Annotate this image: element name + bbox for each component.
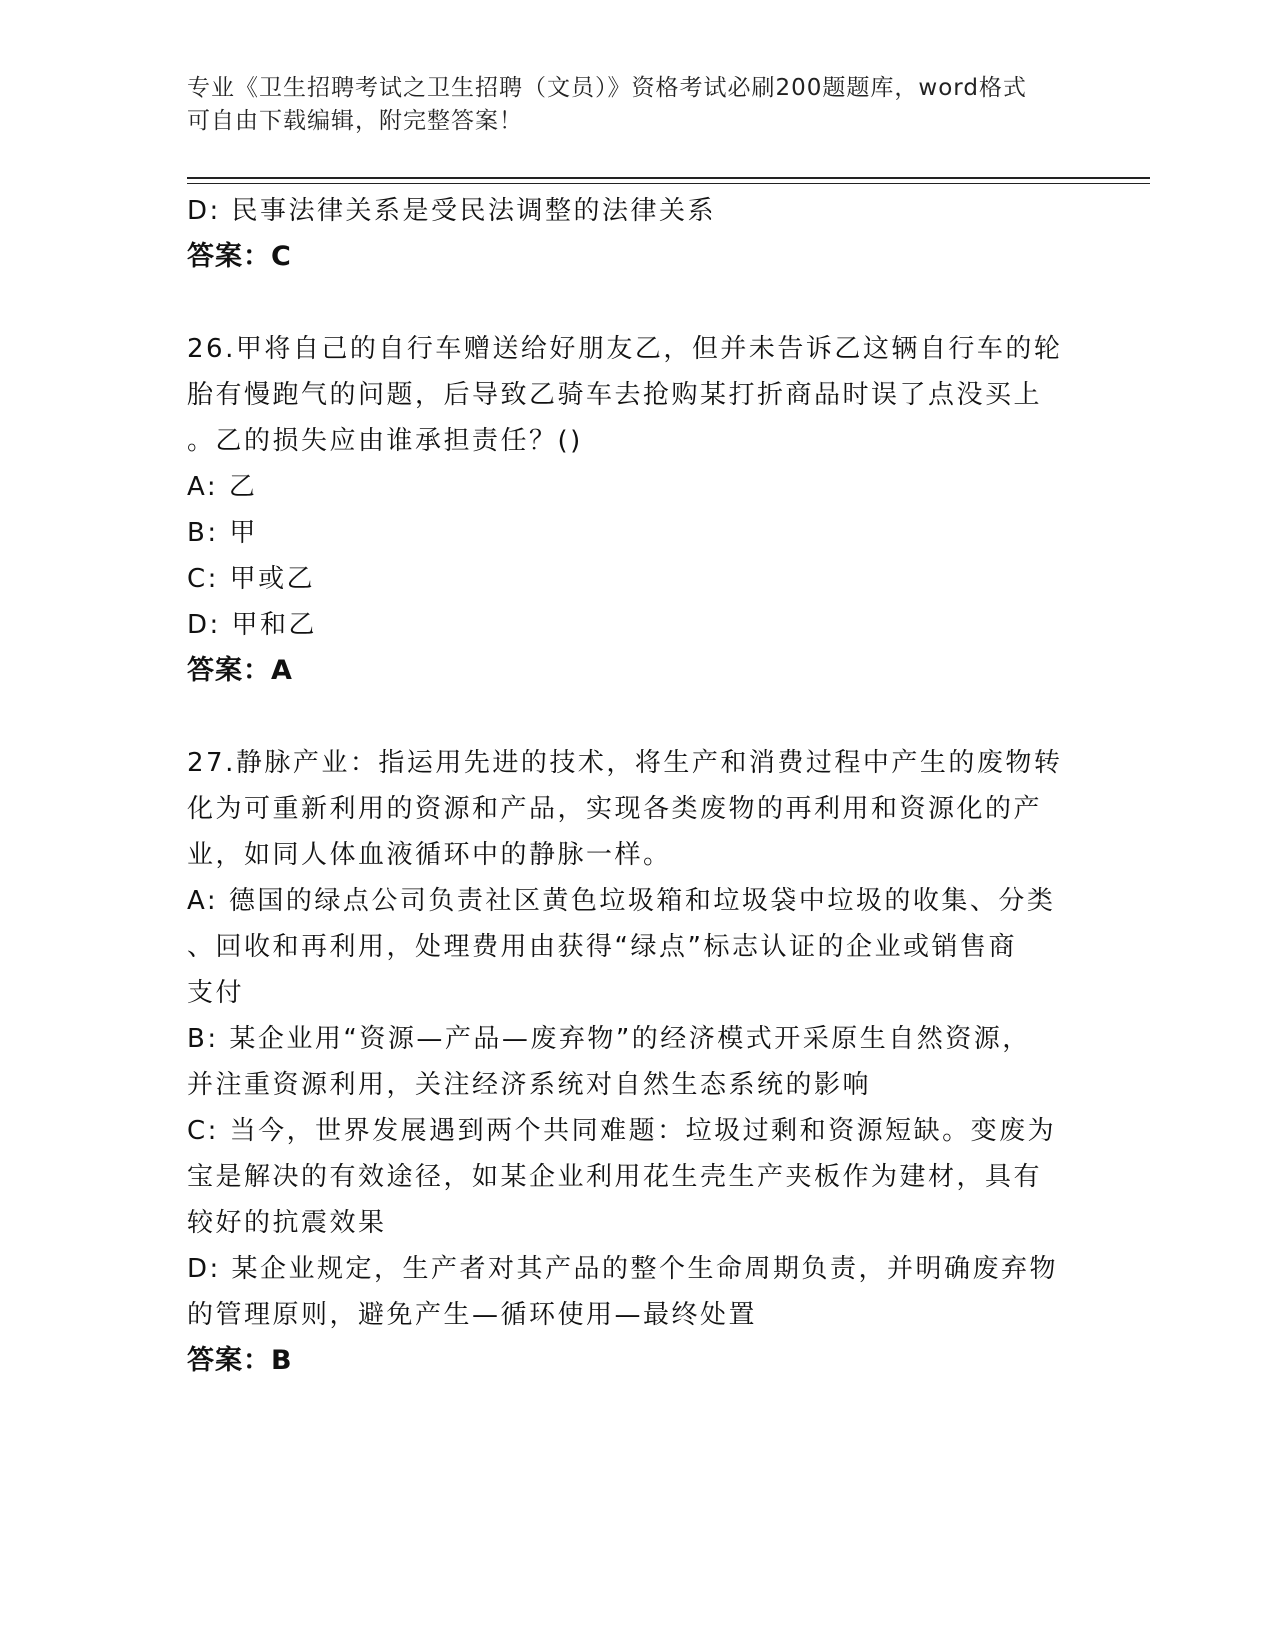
option-a: A: 乙 [187,472,258,502]
page-content [187,188,1087,1384]
answer-line: 答案：C [187,241,292,272]
option-c: C: 甲或乙 [187,564,316,594]
question-stem-line: 27.静脉产业：指运用先进的技术，将生产和消费过程中产生的废物转 [187,748,1063,778]
answer-line: 答案：A [187,655,293,686]
header-line-1: 专业《卫生招聘考试之卫生招聘（文员）》资格考试必刷200题题库，word格式 [187,75,1027,101]
option-c-line: C: 当今，世界发展遇到两个共同难题：垃圾过剩和资源短缺。变废为 [187,1116,1057,1146]
question-26 [187,326,1087,694]
question-25 [187,188,1087,280]
header-line-2: 可自由下载编辑，附完整答案！ [187,108,523,134]
option-a-line: 支付 [187,978,245,1008]
question-stem-line: 。乙的损失应由谁承担责任？() [187,426,583,456]
option-d: D: 民事法律关系是受民法调整的法律关系 [187,196,717,226]
option-a-line: A: 德国的绿点公司负责社区黄色垃圾箱和垃圾袋中垃圾的收集、分类 [187,886,1056,916]
page-header [187,72,1067,138]
option-d-line: D: 某企业规定，生产者对其产品的整个生命周期负责，并明确废弃物 [187,1254,1059,1284]
option-d-line: 的管理原则，避免产生—循环使用—最终处置 [187,1300,758,1330]
question-stem-line: 胎有慢跑气的问题，后导致乙骑车去抢购某打折商品时误了点没买上 [187,380,1043,410]
answer-line: 答案：B [187,1345,293,1376]
option-b-line: 并注重资源利用，关注经济系统对自然生态系统的影响 [187,1070,872,1100]
option-d: D: 甲和乙 [187,610,318,640]
spacer [187,694,1087,740]
question-27 [187,740,1087,1384]
spacer [187,280,1087,326]
option-b-line: B: 某企业用“资源—产品—废弃物”的经济模式开采原生自然资源， [187,1024,1031,1054]
question-stem-line: 26.甲将自己的自行车赠送给好朋友乙，但并未告诉乙这辆自行车的轮 [187,334,1063,364]
option-c-line: 较好的抗震效果 [187,1208,387,1238]
header-rule-thin [187,183,1150,184]
question-stem-line: 化为可重新利用的资源和产品，实现各类废物的再利用和资源化的产 [187,794,1043,824]
header-rule-thick [187,177,1150,179]
option-c-line: 宝是解决的有效途径，如某企业利用花生壳生产夹板作为建材，具有 [187,1162,1043,1192]
option-a-line: 、回收和再利用，处理费用由获得“绿点”标志认证的企业或销售商 [187,932,1017,962]
option-b: B: 甲 [187,518,258,548]
question-stem-line: 业，如同人体血液循环中的静脉一样。 [187,840,672,870]
